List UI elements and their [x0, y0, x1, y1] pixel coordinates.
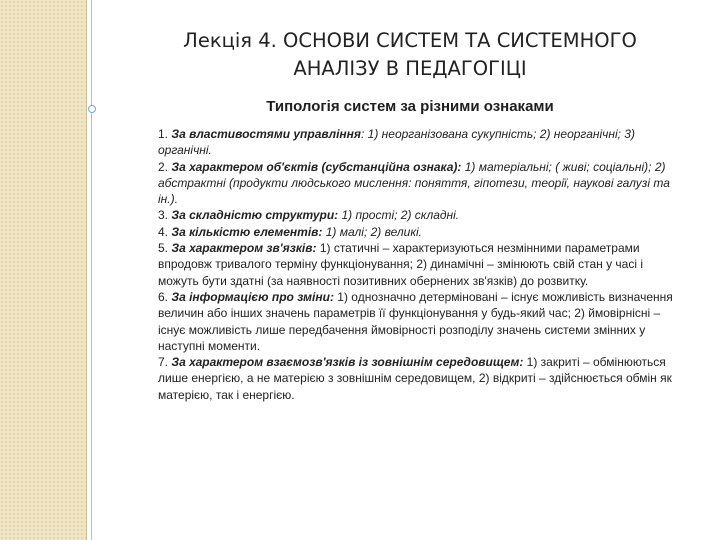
item-text: 1) матеріальні; ( живі; соціальні); 2) абстрактні (продукти людського мислення: поняття, гіпотези, теорії, наукові галузі та ін.).: [158, 159, 670, 207]
item-text: 1) статичні – характеризуються незмінними параметрами впродовж тривалого терміну функціонування; 2) динамічні – змінюють свій стан у часі і можуть бути здатні (за наявності позитивних обернених зв'язків) до розвитку.: [158, 241, 644, 288]
item-number: 7.: [158, 355, 169, 370]
item-number: 5.: [158, 241, 169, 256]
decorative-sidebar: [0, 0, 86, 540]
item-number: 2.: [158, 159, 169, 174]
list-item: [158, 207, 678, 223]
item-text: 1) однозначно детерміновані – існує можливість визначення величин або інших значень параметрів її функціонування у будь-який час; 2) ймовірнісні – існує можливість лише передбачення ймовірності розподілу значень системи змінних у наступні моменти.: [158, 289, 673, 353]
slide-title: [150, 27, 670, 83]
list-item: [158, 224, 678, 240]
item-label: За кількістю елементів:: [171, 224, 323, 239]
list-item: [158, 354, 678, 403]
accent-vertical-line: [91, 0, 92, 540]
item-label: За властивостями управління: [171, 127, 361, 141]
circle-bullet-icon: [88, 105, 96, 113]
slide-subtitle: Типологія систем за різними ознаками: [266, 98, 554, 115]
item-label: За характером взаємозв'язків із зовнішнім середовищем:: [171, 355, 524, 370]
item-number: 6.: [158, 289, 169, 304]
item-number: 4.: [158, 224, 169, 239]
item-text: 1) малі; 2) великі.: [322, 224, 422, 239]
item-label: За характером об'єктів (субстанційна ознака):: [171, 159, 462, 174]
title-line-2: АНАЛІЗУ В ПЕДАГОГІЦІ: [293, 57, 527, 80]
item-text: 1) закриті – обмінюються лише енергією, а не матерією з зовнішнім середовищем, 2) відкриті – здійснюється обмін як матерією, так і енергією.: [158, 355, 672, 402]
item-number: 1.: [158, 127, 169, 141]
item-text: : 1) неорганізована сукупність; 2) неорганічні; 3) органічні.: [158, 127, 635, 158]
list-item: [158, 126, 678, 159]
item-label: За інформацією про зміни:: [171, 289, 334, 304]
typology-list: [158, 126, 678, 403]
item-label: За характером зв'язків:: [171, 241, 317, 256]
item-label: За складністю структури:: [171, 208, 339, 223]
list-item: [158, 289, 678, 354]
list-item: [158, 159, 678, 208]
sidebar-divider: [86, 0, 87, 540]
title-line-1: Лекція 4. ОСНОВИ СИСТЕМ ТА СИСТЕМНОГО: [183, 29, 637, 52]
list-item: [158, 240, 678, 289]
item-number: 3.: [158, 208, 169, 223]
item-text: 1) прості; 2) складні.: [338, 208, 460, 223]
